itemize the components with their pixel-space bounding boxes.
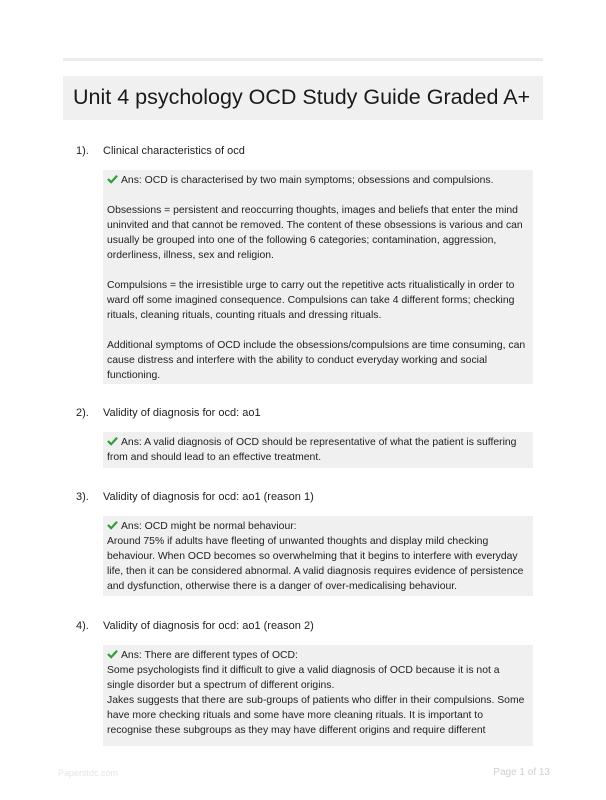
watermark-text: Paperstdc.com <box>58 768 119 778</box>
check-icon <box>107 649 118 659</box>
title-banner <box>63 76 543 120</box>
page-title: Unit 4 psychology OCD Study Guide Graded A+ <box>73 85 531 109</box>
answer-paragraph: Compulsions = the irresistible urge to carry out the repetitive acts ritualistically in order to ward off some imagined consequence. Compulsions can take 4 different forms; checking rituals, cleaning rituals, counting rituals and dressing rituals. <box>107 280 515 321</box>
question-text: Clinical characteristics of ocd <box>103 145 245 157</box>
answer-text: Ans: OCD is characterised by two main symptoms; obsessions and compulsions. <box>121 175 494 186</box>
answer-text: Ans: There are different types of OCD: <box>121 650 298 661</box>
answer-paragraph: Obsessions = persistent and reoccurring thoughts, images and beliefs that enter the mind uninvited and that cannot be removed. The content of these obsessions is various and can usually be grouped into one of the following 6 categories; contamination, aggression, orderliness, illness, sex and religion. <box>107 205 523 261</box>
answer-3 <box>103 516 533 596</box>
answer-paragraph: Additional symptoms of OCD include the obsessions/compulsions are time consuming, can cause distress and interfere with the ability to conduct everyday working and social functioning. <box>107 340 526 381</box>
question-text: Validity of diagnosis for ocd: ao1 (reason 2) <box>103 620 314 632</box>
question-text: Validity of diagnosis for ocd: ao1 (reason 1) <box>103 491 314 503</box>
answer-text: Ans: A valid diagnosis of OCD should be representative of what the patient is suffering from and should lead to an effective treatment. <box>107 437 517 463</box>
question-number: 2). <box>76 407 89 419</box>
check-icon <box>107 520 118 530</box>
answer-1 <box>103 170 533 384</box>
answer-continuation: Around 75% if adults have fleeting of unwanted thoughts and display mild checking behaviour. When OCD becomes so overwhelming that it begins to interfere with everyday life, then it can be considered abnormal. A valid diagnosis requires evidence of persistence and dysfunction, otherwise there is a danger of over-medicalising behaviour. <box>107 536 524 592</box>
top-divider <box>63 58 543 61</box>
answer-continuation: Some psychologists find it difficult to give a valid diagnosis of OCD because it is not a single disorder but a spectrum of different origins. <box>107 665 500 691</box>
question-number: 4). <box>76 620 89 632</box>
question-number: 1). <box>76 145 89 157</box>
check-icon <box>107 174 118 184</box>
answer-4 <box>103 645 533 746</box>
answer-2 <box>103 432 533 468</box>
answer-text: Ans: OCD might be normal behaviour: <box>121 521 297 532</box>
check-icon <box>107 436 118 446</box>
answer-continuation: Jakes suggests that there are sub-groups of patients who differ in their compulsions. Some have more checking rituals and some have more cleaning rituals. It is important to recognise these subgroups as they may have different origins and require different <box>107 695 525 736</box>
page-indicator: Page 1 of 13 <box>493 767 550 778</box>
question-number: 3). <box>76 491 89 503</box>
question-text: Validity of diagnosis for ocd: ao1 <box>103 407 261 419</box>
